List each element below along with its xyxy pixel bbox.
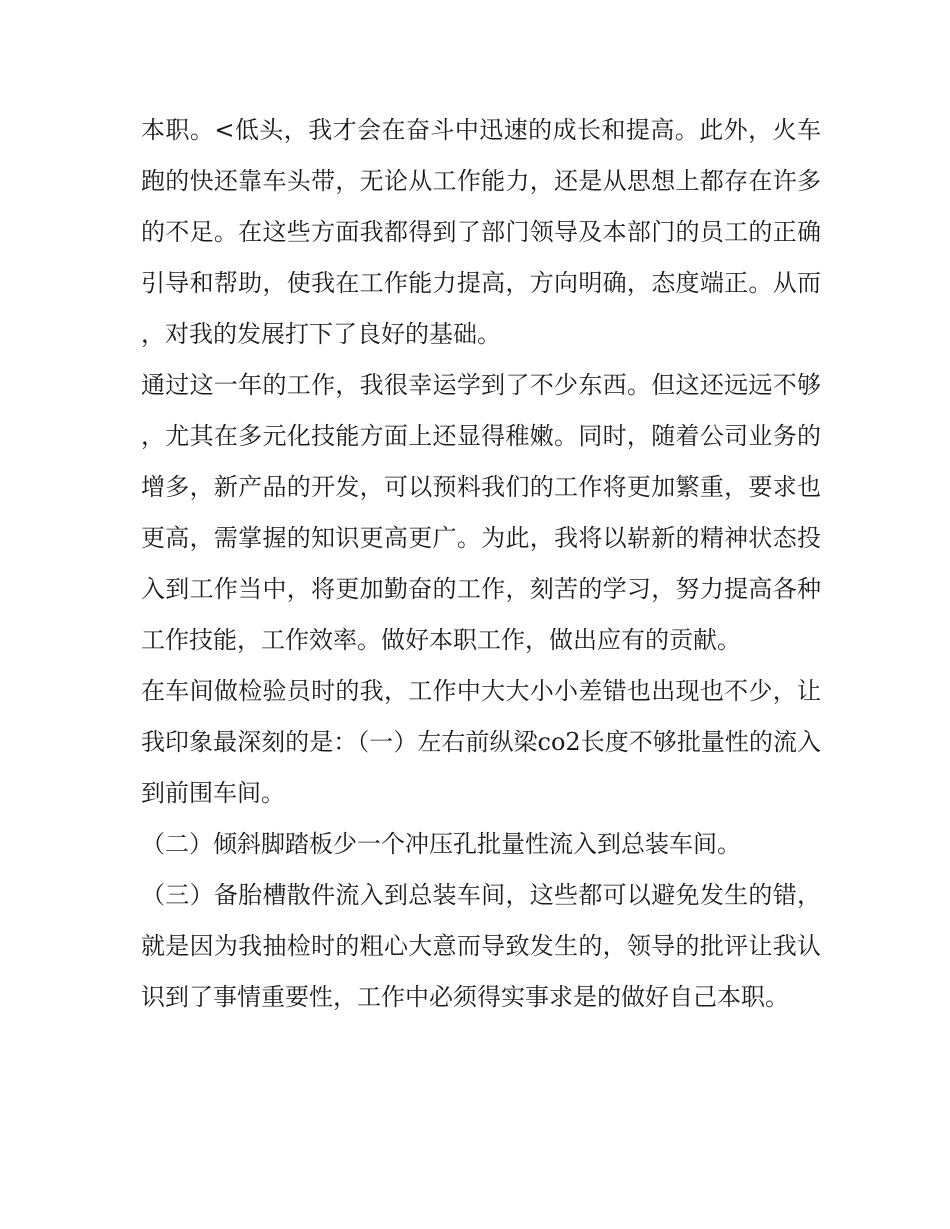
paragraph-1: 本职。<低头，我才会在奋斗中迅速的成长和提高。此外，火车跑的快还靠车头带，无论从工作能力，还是从思想上都存在许多的不足。在这些方面我都得到了部门领导及本部门的员工的正确引导和帮助，使我在工作能力提高，方向明确，态度端正。从而，对我的发展打下了良好的基础。 xyxy=(141,116,821,348)
paragraph-4: （二）倾斜脚踏板少一个冲压孔批量性流入到总装车间。 xyxy=(141,830,741,858)
paragraph-3: 在车间做检验员时的我，工作中大大小小差错也出现也不少，让我印象最深刻的是：（一）左右前纵梁co2长度不够批量性的流入到前围车间。 xyxy=(141,677,821,807)
paragraph-2: 通过这一年的工作，我很幸运学到了不少东西。但这还远远不够，尤其在多元化技能方面上还显得稚嫩。同时，随着公司业务的增多，新产品的开发，可以预料我们的工作将更加繁重，要求也更高，需掌握的知识更高更广。为此，我将以崭新的精神状态投入到工作当中，将更加勤奋的工作，刻苦的学习，努力提高各种工作技能，工作效率。做好本职工作，做出应有的贡献。 xyxy=(141,371,821,654)
document-body xyxy=(141,105,821,1023)
paragraph-5: （三）备胎槽散件流入到总装车间，这些都可以避免发生的错，就是因为我抽检时的粗心大意而导致发生的，领导的批评让我认识到了事情重要性，工作中必须得实事求是的做好自己本职。 xyxy=(141,881,821,1011)
